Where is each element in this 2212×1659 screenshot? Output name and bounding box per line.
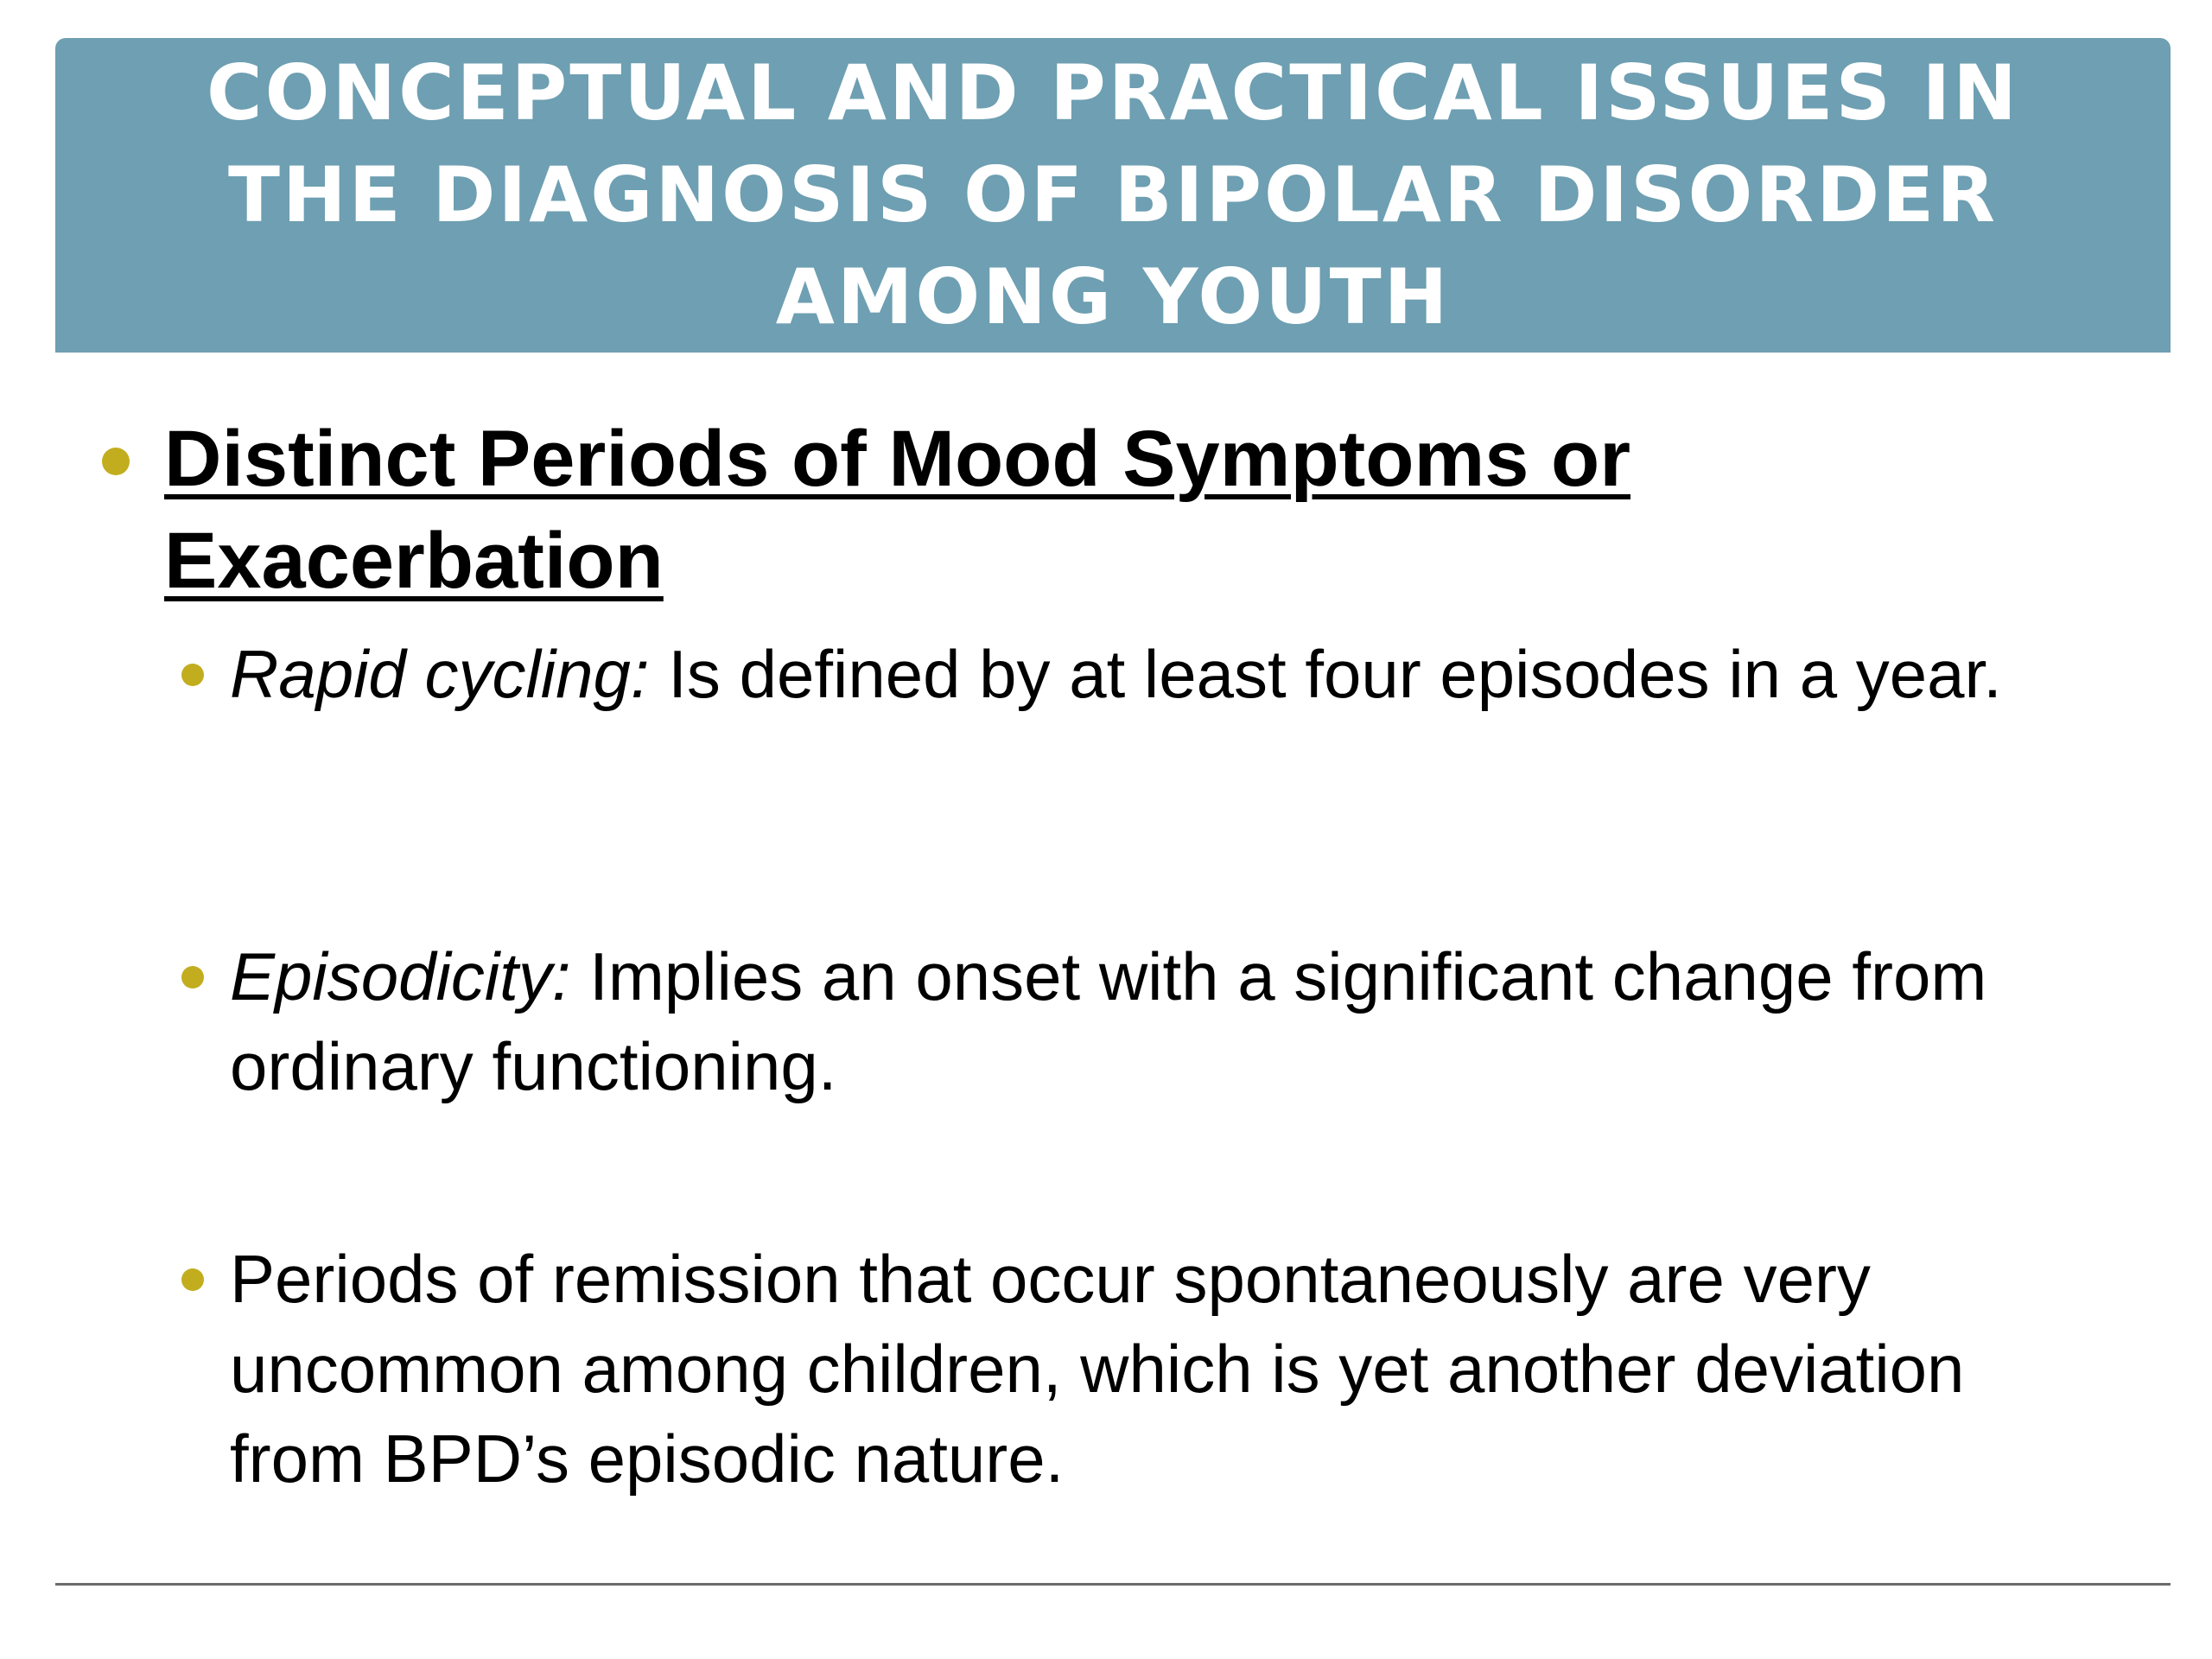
bullet-item-text: Implies an onset with a significant change from ordinary functioning. xyxy=(230,938,1987,1104)
bullet-item-term: Rapid cycling: xyxy=(230,636,650,712)
bullet-item-term: Episodicity: xyxy=(230,938,571,1014)
slide-title-line-3: AMONG YOUTH xyxy=(775,252,1451,341)
section-heading xyxy=(164,408,2065,612)
item-bullet-icon-3 xyxy=(181,1268,204,1291)
bullet-item-remission xyxy=(230,1234,2113,1503)
heading-bullet-icon xyxy=(102,448,130,475)
title-banner xyxy=(55,38,2171,353)
section-heading-text: Distinct Periods of Mood Symptoms or Exacerbation xyxy=(164,415,1631,605)
bullet-item-text: Is defined by at least four episodes in a year. xyxy=(649,636,2002,712)
bullet-item-text: Periods of remission that occur spontaneously are very uncommon among children, which is yet another deviation from BPD’s episodic nature. xyxy=(230,1241,1965,1497)
bullet-item-rapid-cycling xyxy=(230,629,2131,719)
slide-title-line-2: THE DIAGNOSIS OF BIPOLAR DISORDER xyxy=(227,150,1999,239)
item-bullet-icon-2 xyxy=(181,966,204,988)
slide-title-line-1: CONCEPTUAL AND PRACTICAL ISSUES IN xyxy=(207,48,2019,137)
item-bullet-icon-1 xyxy=(181,664,204,686)
footer-divider xyxy=(55,1583,2171,1586)
bullet-item-episodicity xyxy=(230,931,2131,1111)
